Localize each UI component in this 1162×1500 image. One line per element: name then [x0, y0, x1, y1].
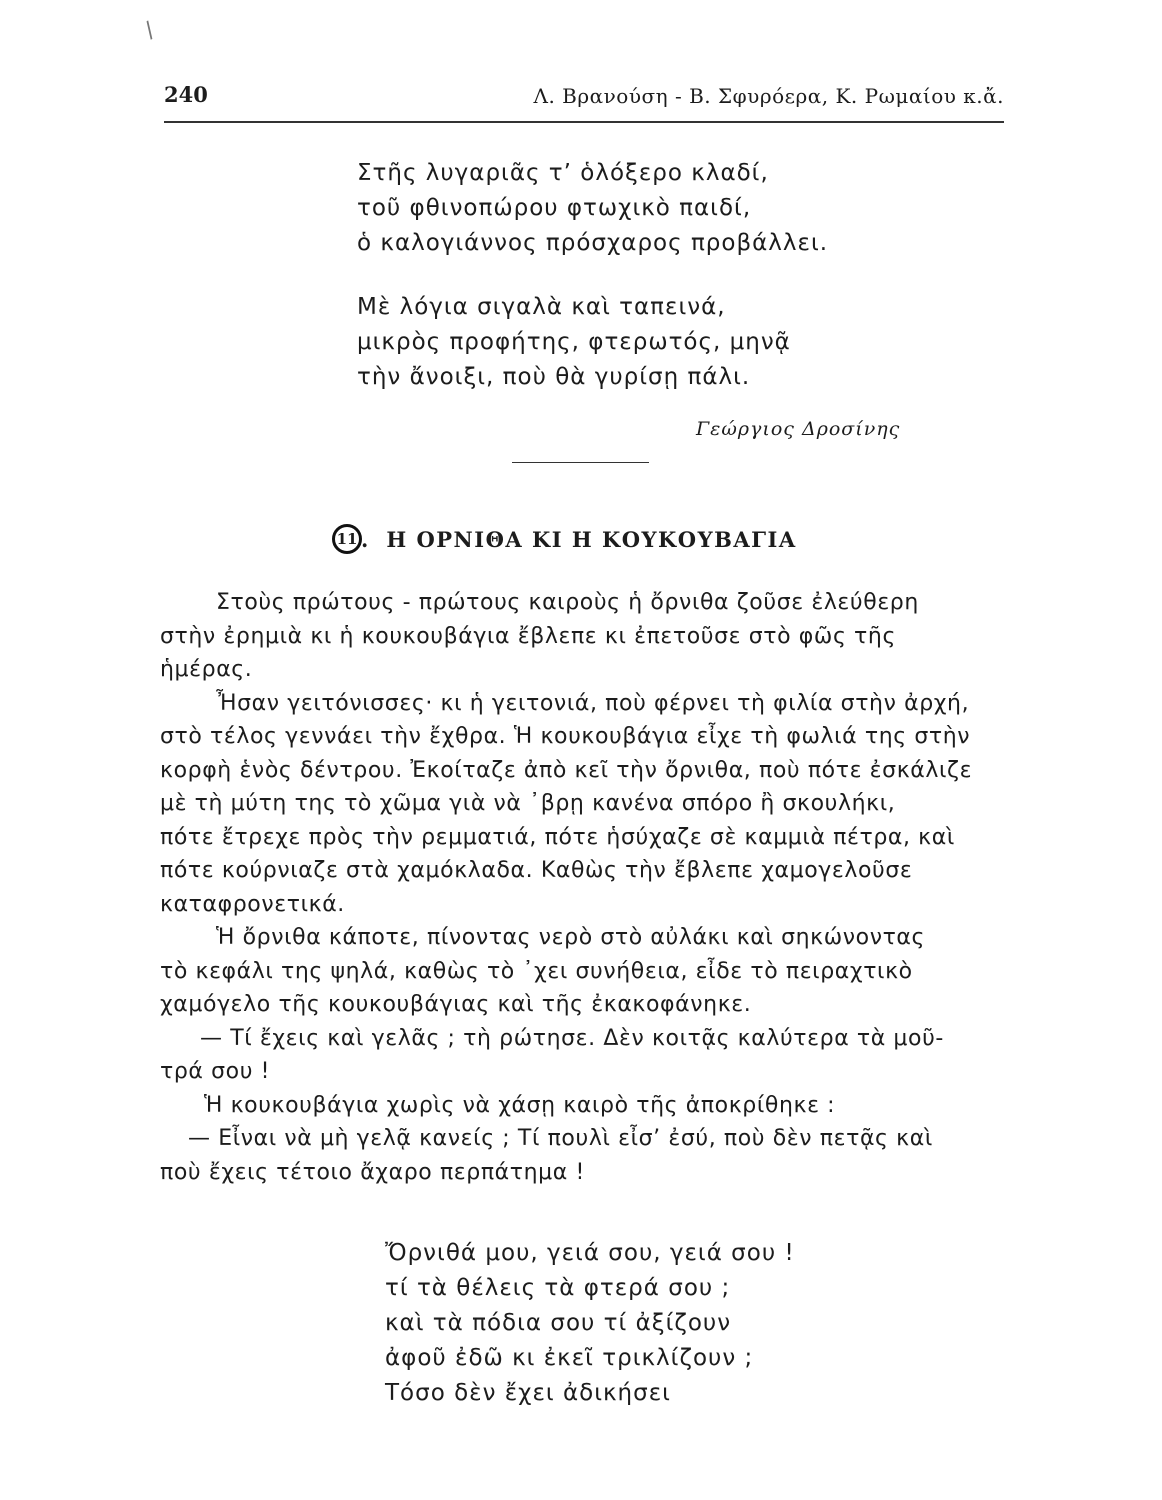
text-line: Ἦσαν γειτόνισσες· κι ἡ γειτονιά, ποὺ φέρνει τὴ φιλία στὴν ἀρχή,: [216, 690, 970, 716]
poem-line: τὴν ἄνοιξι, ποὺ θὰ γυρίσῃ πάλι.: [357, 364, 751, 390]
poem-line: ἀφοῦ ἐδῶ κι ἐκεῖ τρικλίζουν ;: [385, 1345, 754, 1371]
poem-line: μικρὸς προφήτης, φτερωτός, μηνᾷ: [357, 329, 791, 355]
poem-line: Ὄρνιθά μου, γειά σου, γειά σου !: [385, 1240, 795, 1266]
poem-line: τί τὰ θέλεις τὰ φτερά σου ;: [385, 1275, 731, 1301]
poem-stanza-1: [357, 156, 828, 261]
text-line: πότε ἔτρεχε πρὸς τὴν ρεμματιά, πότε ἡσύχαζε σὲ καμμιὰ πέτρα, καὶ: [160, 824, 955, 850]
text-line: Στοὺς πρώτους - πρώτους καιροὺς ἡ ὄρνιθα ζοῦσε ἐλεύθερη: [216, 590, 919, 615]
section-title: Η ΟΡΝΙΘΑ ΚΙ Η ΚΟΥΚΟΥΒΑΓΙΑ: [386, 526, 797, 552]
poem-author: Γεώργιος Δροσίνης: [696, 418, 901, 440]
poem-verse: [385, 1236, 795, 1411]
running-header: Λ. Βρανούση - Β. Σφυρόερα, Κ. Ρωμαίου κ.ἄ.: [533, 84, 1004, 108]
text-line: στὴν ἐρημιὰ κι ἡ κουκουβάγια ἔβλεπε κι ἐπετοῦσε στὸ φῶς τῆς: [160, 623, 896, 649]
page-number: 240: [164, 82, 208, 107]
poem-line: ὁ καλογιάννος πρόσχαρος προβάλλει.: [357, 230, 829, 256]
margin-mark: /: [140, 17, 160, 44]
poem-line: καὶ τὰ πόδια σου τί ἀξίζουν: [385, 1310, 732, 1336]
text-line: μὲ τὴ μύτη της τὸ χῶμα γιὰ νὰ ᾽βρῃ κανένα σπόρο ἢ σκουλήκι,: [160, 791, 896, 816]
poem-line: Μὲ λόγια σιγαλὰ καὶ ταπεινά,: [357, 294, 726, 320]
text-line: — Εἶναι νὰ μὴ γελᾷ κανείς ; Τί πουλὶ εἶσ’ ἐσύ, ποὺ δὲν πετᾷς καὶ: [188, 1126, 933, 1151]
poem-line: Τόσο δὲν ἔχει ἀδικήσει: [385, 1380, 671, 1406]
story-text: [160, 586, 972, 1189]
text-line: ἡμέρας.: [160, 657, 253, 682]
section-number-dot: .: [361, 526, 369, 552]
header-rule: [164, 121, 1004, 123]
poem-line: τοῦ φθινοπώρου φτωχικὸ παιδί,: [357, 195, 752, 221]
section-divider: [512, 462, 649, 463]
poem-line: Στῆς λυγαριᾶς τ’ ὁλόξερο κλαδί,: [357, 160, 769, 186]
text-line: Ἡ ὄρνιθα κάποτε, πίνοντας νερὸ στὸ αὐλάκι καὶ σηκώνοντας: [216, 925, 926, 950]
section-number-circle: 11: [332, 524, 362, 554]
text-line: καταφρονετικά.: [160, 891, 345, 917]
text-line: τὸ κεφάλι της ψηλά, καθὼς τὸ ᾽χει συνήθεια, εἶδε τὸ πειραχτικὸ: [160, 958, 913, 984]
text-line: τρά σου !: [160, 1059, 271, 1084]
poem-stanza-2: [357, 290, 791, 395]
text-line: Ἡ κουκουβάγια χωρὶς νὰ χάσῃ καιρὸ τῆς ἀποκρίθηκε :: [204, 1092, 836, 1118]
text-line: — Τί ἔχεις καὶ γελᾶς ; τὴ ρώτησε. Δὲν κοιτᾷς καλύτερα τὰ μοῦ-: [200, 1025, 944, 1051]
text-line: χαμόγελο τῆς κουκουβάγιας καὶ τῆς ἐκακοφάνηκε.: [160, 992, 752, 1017]
text-line: πότε κούρνιαζε στὰ χαμόκλαδα. Καθὼς τὴν ἔβλεπε χαμογελοῦσε: [160, 858, 913, 883]
text-line: στὸ τέλος γεννάει τὴν ἔχθρα. Ἡ κουκουβάγια εἶχε τὴ φωλιά της στὴν: [160, 724, 971, 749]
text-line: κορφὴ ἑνὸς δέντρου. Ἐκοίταζε ἀπὸ κεῖ τὴν ὄρνιθα, ποὺ πότε ἐσκάλιζε: [160, 757, 973, 783]
section-heading: [332, 524, 797, 554]
text-line: ποὺ ἔχεις τέτοιο ἄχαρο περπάτημα !: [160, 1159, 585, 1185]
